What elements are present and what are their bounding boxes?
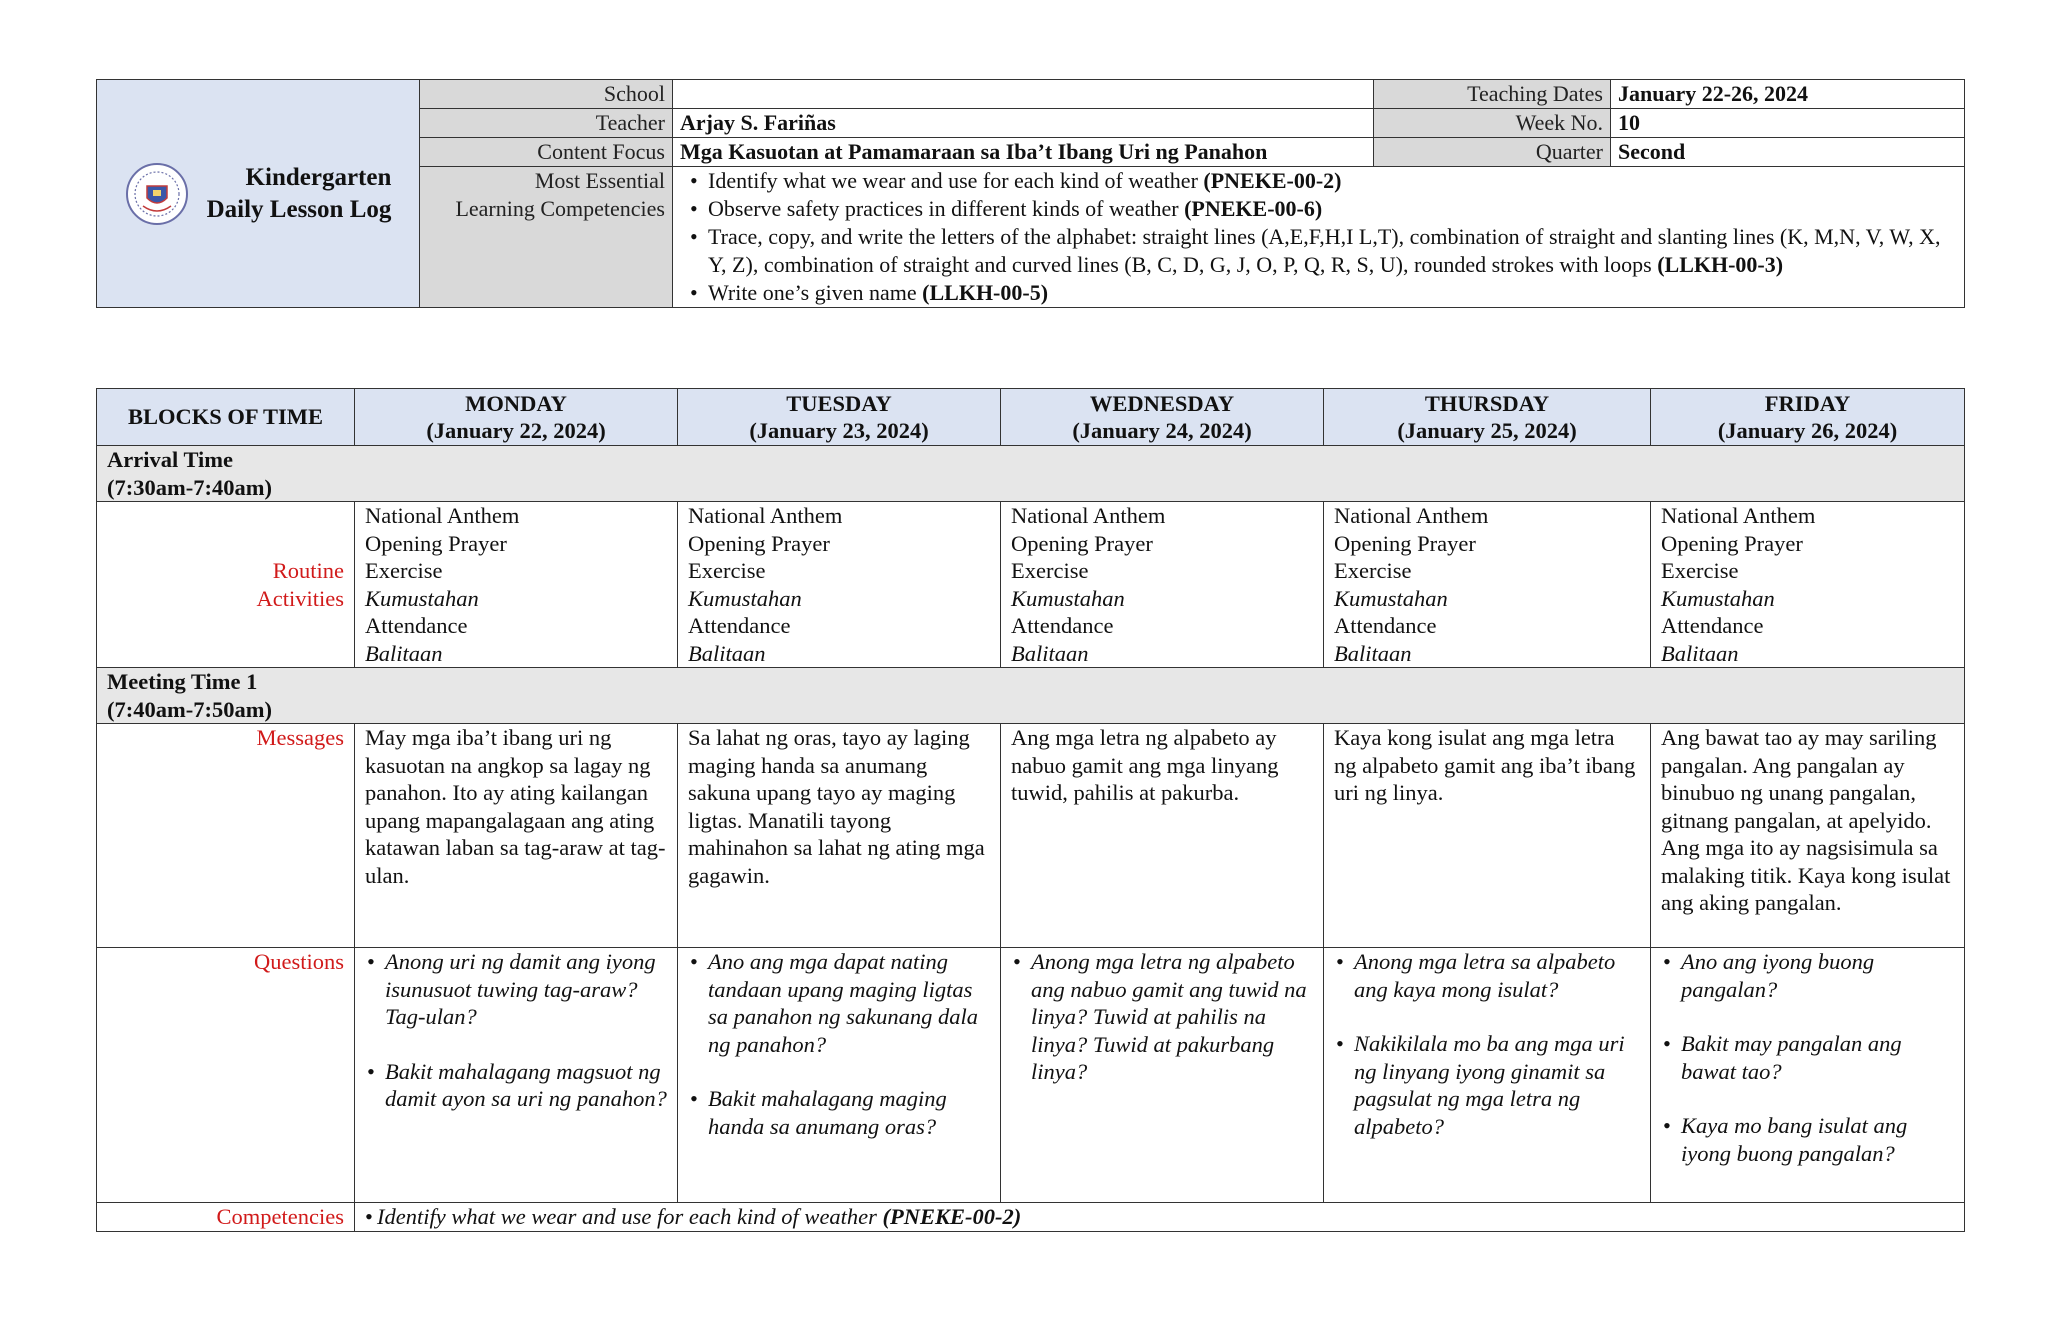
week-label: Week No. [1374,109,1611,138]
content-focus-label: Content Focus [420,138,673,167]
questions-label: Questions [97,948,355,1203]
day-header-wednesday: WEDNESDAY (January 24, 2024) [1001,389,1324,446]
question-item: • Bakit may pangalan ang bawat tao? [1681,1030,1954,1085]
day-header-row [97,389,1965,446]
question-item: • Anong mga letra sa alpabeto ang kaya mong isulat? [1354,948,1640,1003]
routine-cell-monday: National Anthem Opening Prayer Exercise Kumustahan Attendance Balitaan [355,502,678,668]
header-table [96,79,1965,308]
teaching-dates-label: Teaching Dates [1374,80,1611,109]
blocks-of-time-header: BLOCKS OF TIME [97,389,355,446]
daily-lesson-log-label: Daily Lesson Log [206,195,392,223]
mel-label [420,167,673,308]
title-block [97,80,420,308]
school-value [673,80,1374,109]
day-header-tuesday: TUESDAY (January 23, 2024) [678,389,1001,446]
mel-code: (PNEKE-00-2) [1203,168,1342,193]
teacher-value: Arjay S. Fariñas [673,109,1374,138]
competency-cell: • Identify what we wear and use for each kind of weather (PNEKE-00-2) [355,1203,1965,1232]
content-focus-value: Mga Kasuotan at Pamamaraan sa Iba’t Ibang Uri ng Panahon [673,138,1374,167]
questions-cell-tuesday [678,948,1001,1203]
routine-cell-tuesday: National Anthem Opening Prayer Exercise Kumustahan Attendance Balitaan [678,502,1001,668]
week-value: 10 [1611,109,1965,138]
mel-item: • Trace, copy, and write the letters of the alphabet: straight lines (A,E,F,H,I L,T), combination of straight and slanting lines (K, M,N, V, W, X, Y, Z), combination of straight and curved lines (B, C, D, G, J, O, P, Q, R, S, U), rounded strokes with loops (LLKH-00-3) [708,223,1957,279]
routine-cell-friday: National Anthem Opening Prayer Exercise Kumustahan Attendance Balitaan [1651,502,1965,668]
questions-row [97,948,1965,1203]
question-item: • Nakikilala mo ba ang mga uri ng linyang iyong ginamit sa pagsulat ng mga letra ng alpabeto? [1354,1030,1640,1140]
question-item: • Bakit mahalagang maging handa sa anumang oras? [708,1085,990,1140]
mel-label-line1: Most Essential [534,168,665,193]
questions-cell-monday [355,948,678,1203]
message-cell-thursday: Kaya kong isulat ang mga letra ng alpabeto gamit ang iba’t ibang uri ng linya. [1324,724,1651,948]
message-cell-friday: Ang bawat tao ay may sariling pangalan. Ang pangalan ay binubuo ng unang pangalan, gitnang pangalan, at apelyido. Ang mga ito ay nagsisimula sa malaking titik. Kaya kong isulat ang aking pangalan. [1651,724,1965,948]
lesson-table [96,388,1965,1232]
teacher-label: Teacher [420,109,673,138]
questions-cell-thursday [1324,948,1651,1203]
competency-code: (PNEKE-00-2) [882,1204,1022,1229]
competencies-label: Competencies [97,1203,355,1232]
routine-row [97,502,1965,668]
message-cell-monday: May mga iba’t ibang uri ng kasuotan na angkop sa lagay ng panahon. Ito ay ating kailangan upang mapangalagaan ang ating katawan laban sa tag-araw at tag-ulan. [355,724,678,948]
question-item: • Kaya mo bang isulat ang iyong buong pangalan? [1681,1112,1954,1167]
question-item: • Ano ang iyong buong pangalan? [1681,948,1954,1003]
mel-list [680,167,1957,307]
section-meeting-time: Meeting Time 1 (7:40am-7:50am) [97,668,1965,724]
mel-code: (LLKH-00-3) [1657,252,1784,277]
teaching-dates-value: January 22-26, 2024 [1611,80,1965,109]
mel-item: • Observe safety practices in different kinds of weather (PNEKE-00-6) [708,195,1957,223]
question-item: • Ano ang mga dapat nating tandaan upang maging ligtas sa panahon ng sakunang dala ng panahon? [708,948,990,1058]
questions-cell-wednesday [1001,948,1324,1203]
section-arrival-time: Arrival Time (7:30am-7:40am) [97,446,1965,502]
school-label: School [420,80,673,109]
routine-cell-thursday: National Anthem Opening Prayer Exercise Kumustahan Attendance Balitaan [1324,502,1651,668]
quarter-value: Second [1611,138,1965,167]
routine-cell-wednesday: National Anthem Opening Prayer Exercise Kumustahan Attendance Balitaan [1001,502,1324,668]
questions-cell-friday [1651,948,1965,1203]
deped-seal-icon [125,162,189,226]
messages-row [97,724,1965,948]
competencies-row [97,1203,1965,1232]
mel-code: (LLKH-00-5) [922,280,1049,305]
question-item: • Anong mga letra ng alpabeto ang nabuo gamit ang tuwid na linya? Tuwid at pahilis na linya? Tuwid at pakurbang linya? [1031,948,1313,1086]
message-cell-wednesday: Ang mga letra ng alpabeto ay nabuo gamit ang mga linyang tuwid, pahilis at pakurba. [1001,724,1324,948]
mel-item: • Write one’s given name (LLKH-00-5) [708,279,1957,307]
question-item: • Anong uri ng damit ang iyong isunusuot tuwing tag-araw? Tag-ulan? [385,948,667,1031]
quarter-label: Quarter [1374,138,1611,167]
mel-list-cell [673,167,1965,308]
mel-code: (PNEKE-00-6) [1184,196,1323,221]
question-item: • Bakit mahalagang magsuot ng damit ayon sa uri ng panahon? [385,1058,667,1113]
day-header-monday: MONDAY (January 22, 2024) [355,389,678,446]
day-header-thursday: THURSDAY (January 25, 2024) [1324,389,1651,446]
mel-label-line2: Learning Competencies [455,196,665,221]
messages-label: Messages [97,724,355,948]
mel-item: • Identify what we wear and use for each kind of weather (PNEKE-00-2) [708,167,1957,195]
day-header-friday: FRIDAY (January 26, 2024) [1651,389,1965,446]
kindergarten-label: Kindergarten [245,163,392,191]
message-cell-tuesday: Sa lahat ng oras, tayo ay laging maging handa sa anumang sakuna upang tayo ay maging ligtas. Manatili tayong mahinahon sa lahat ng ating mga gagawin. [678,724,1001,948]
routine-activities-label: Routine Activities [97,502,355,668]
